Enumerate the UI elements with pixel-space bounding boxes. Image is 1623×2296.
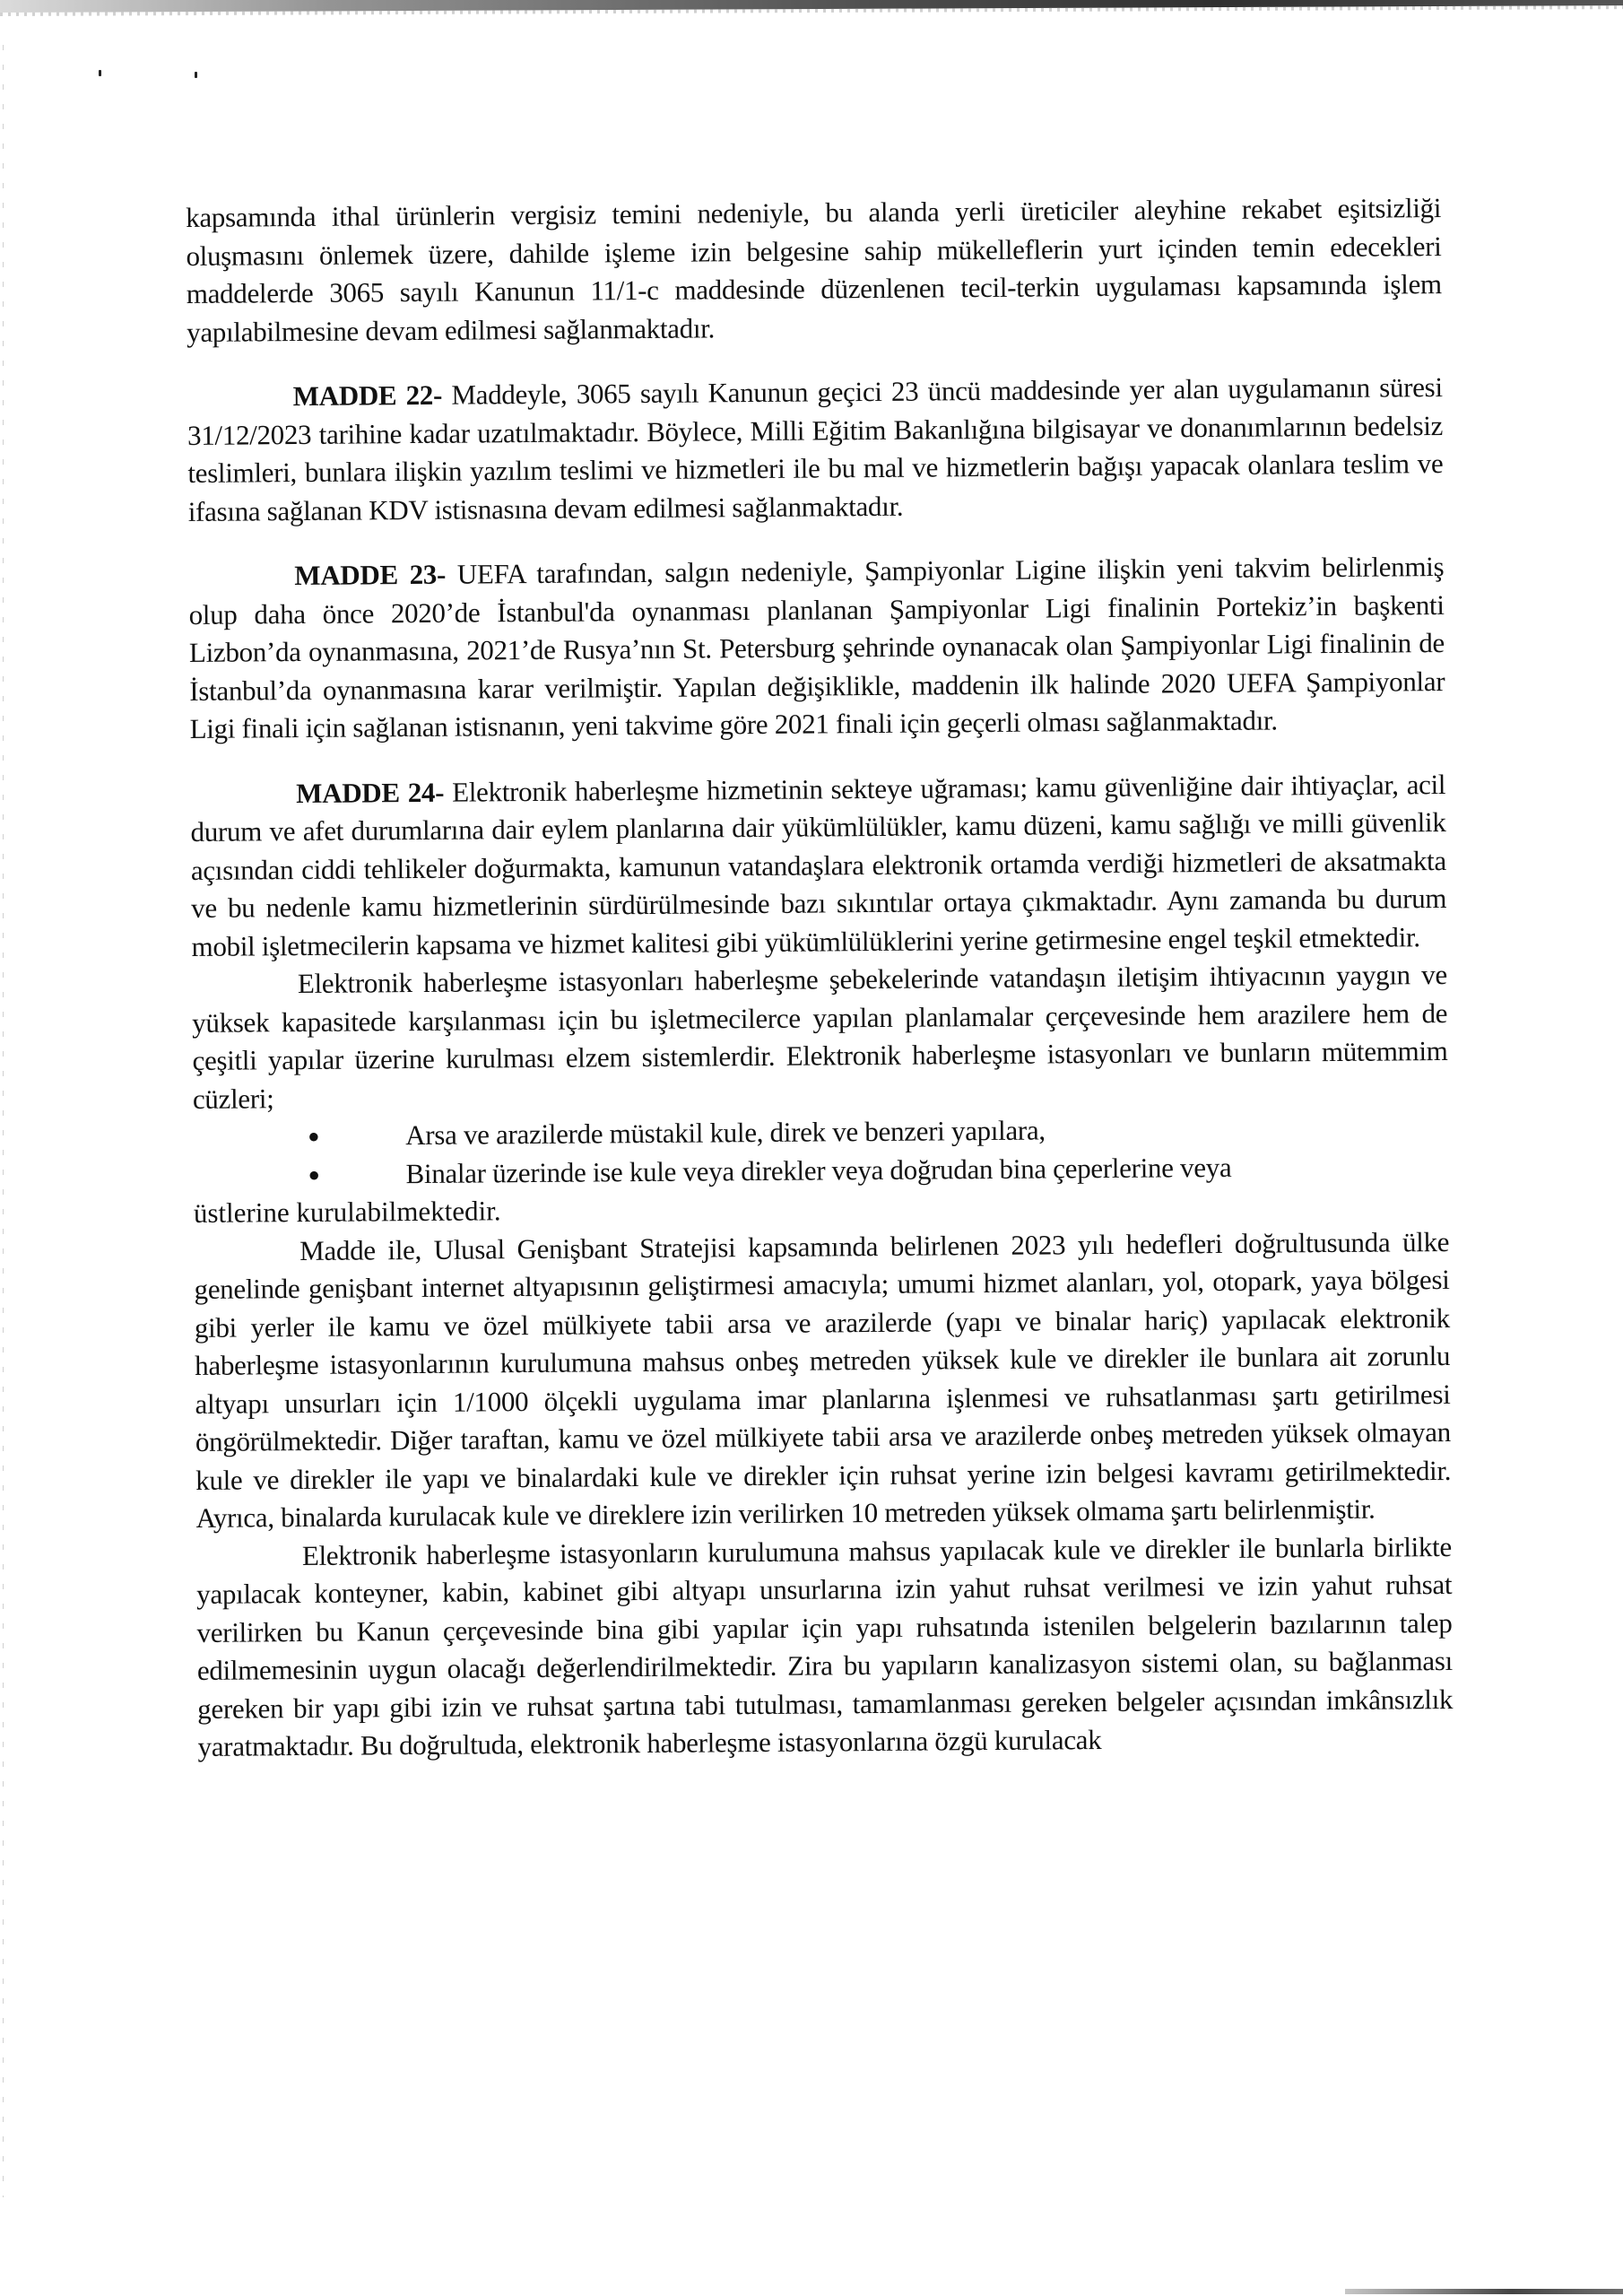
paragraph-madde-22 bbox=[187, 369, 1444, 531]
article-label: MADDE 22- bbox=[292, 378, 443, 413]
paragraph-madde-24 bbox=[190, 765, 1447, 965]
paragraph-stations: Elektronik haberleşme istasyonları haberleşme şebekelerinde vatandaşın iletişim ihtiyacının yaygın ve yüksek kapasitede karşılanması için bu işletmecilerce yapılan planlamalar çerçevesinde hem arazilere hem de çeşitli yapılar üzerine kurulması elzem sistemlerdir. Elektronik haberleşme istasyonları ve bunların mütemmim cüzleri; bbox=[192, 958, 1448, 1115]
article-text: Elektronik haberleşme hizmetinin sekteye uğraması; kamu güvenliğine dair ihtiyaçlar, acil durum ve afet durumlarına dair eylem planlarına dair yükümlülükler, kamu düzeni, kamu sağlığı ve milli güvenlik açısından ciddi tehlikeler doğurmakta, kamunun vatandaşlara elektronik ortamda verdiği hizmetleri de aksatmakta ve bu nedenle kamu hizmetlerinin sürdürülmesinde bazı sıkıntılar ortaya çıkmaktadır. Aynı zamanda bu durum mobil işletmecilerin kapsama ve hizmet kalitesi gibi yükümlülüklerini yerine getirmesine engel teşkil etmektedir. bbox=[190, 768, 1447, 962]
bullet-icon: ● bbox=[308, 1124, 320, 1147]
scan-speck bbox=[99, 70, 101, 76]
paragraph-permits: Elektronik haberleşme istasyonların kurulumuna mahsus yapılacak kule ve direkler ile bunlarla birlikte yapılacak konteyner, kabin, kabinet gibi altyapı unsurlarına izin yahut ruhsat verilmesi ve izin yahut ruhsat verilirken bu Kanun çerçevesinde bina gibi yapılar için yapı ruhsatında istenilen belgelerin bazılarının talep edilmemesinin uygun olacağı değerlendirilmektedir. Zira bu yapıların kanalizasyon sistemi olan, su bağlanması gereken bir yapı gibi izin ve ruhsat şartına tabi tutulması, tamamlanması gereken belgeler açısından imkânsızlık yaratmaktadır. Bu doğrultuda, elektronik haberleşme istasyonlarına özgü kurulacak bbox=[196, 1530, 1454, 1762]
paragraph-madde-23 bbox=[188, 548, 1445, 748]
bullet-text: Arsa ve arazilerde müstakil kule, direk ve benzeri yapılara, bbox=[405, 1114, 1046, 1152]
scan-edge-top bbox=[0, 0, 1623, 13]
document-page bbox=[186, 189, 1454, 1766]
paragraph-broadband: Madde ile, Ulusal Genişbant Stratejisi kapsamında belirlenen 2023 yılı hedefleri doğrultusunda ülke genelinde genişbant internet altyapısının geliştirmesi amacıyla; umumi hizmet alanları, yol, otopark, yaya bölgesi gibi yerler ile kamu ve özel mülkiyete tabii arsa ve arazilerde (yapı ve binalar hariç) yapılacak elektronik haberleşme istasyonlarının kurulumuna mahsus onbeş metreden yüksek kule ve direkler ile bunlara ait zorunlu altyapı unsurları için 1/1000 ölçekli uygulama imar planlarına işlenmesi ve ruhsatlanması şartı getirilmesi öngörülmektedir. Diğer taraftan, kamu ve özel mülkiyete tabii arsa ve arazilerde onbeş metreden yüksek olmayan kule ve direkler ile yapı ve binalardaki kule ve direkler için ruhsat yerine izin belgesi kavramı getirilmektedir. Ayrıca, binalarda kurulacak kule ve direklere izin verilirken 10 metreden yüksek olmama şartı belirlenmiştir. bbox=[194, 1225, 1452, 1534]
scan-edge-left bbox=[3, 45, 4, 2197]
article-text: UEFA tarafından, salgın nedeniyle, Şampiyonlar Ligine ilişkin yeni takvim belirlenmiş olup daha önce 2020’de İstanbul'da oynanması planlanan Şampiyonlar Ligi finalinin Portekiz’in başkenti Lizbon’da oynanmasına, 2021’de Rusya’nın St. Petersburg şehrinde oynanacak olan Şampiyonlar Ligi finalinin de İstanbul’da oynanmasına karar verilmiştir. Yapılan değişiklikle, maddenin ilk halinde 2020 UEFA Şampiyonlar Ligi finali için sağlanan istisnanın, yeni takvime göre 2021 finali için geçerli olması sağlanmaktadır. bbox=[188, 550, 1445, 744]
scan-edge-bottom bbox=[1345, 2289, 1623, 2294]
article-label: MADDE 23- bbox=[294, 558, 447, 592]
bullet-icon: ● bbox=[308, 1162, 320, 1186]
paragraph-continuation: kapsamında ithal ürünlerin vergisiz temini nedeniyle, bu alanda yerli üreticiler aleyhine rekabet eşitsizliği oluşmasını önlemek üzere, dahilde işleme izin belgesine sahip mükelleflerin yurt içinden temin edecekleri maddelerde 3065 sayılı Kanunun 11/1-c maddesinde düzenlenen tecil-terkin uygulaması kapsamında işlem yapılabilmesine devam edilmesi sağlanmaktadır. bbox=[186, 192, 1442, 348]
article-label: MADDE 24- bbox=[296, 776, 445, 809]
bullet-list bbox=[193, 1109, 1449, 1195]
bullet-continuation: üstlerine kurulabilmektedir. bbox=[193, 1195, 501, 1229]
bullet-text: Binalar üzerinde ise kule veya direkler veya doğrudan bina çeperlerine veya bbox=[405, 1151, 1232, 1189]
article-text: Maddeyle, 3065 sayılı Kanunun geçici 23 üncü maddesinde yer alan uygulamanın süresi 31/12/2023 tarihine kadar uzatılmaktadır. Böylece, Milli Eğitim Bakanlığına bilgisayar ve donanımlarının bedelsiz teslimleri, bunlara ilişkin yazılım teslimi ve hizmetleri ile bu mal ve hizmetlerin bağışı yapacak olanlara teslim ve ifasına sağlanan KDV istisnasına devam edilmesi sağlanmaktadır. bbox=[187, 370, 1444, 527]
scan-speck bbox=[195, 72, 197, 78]
